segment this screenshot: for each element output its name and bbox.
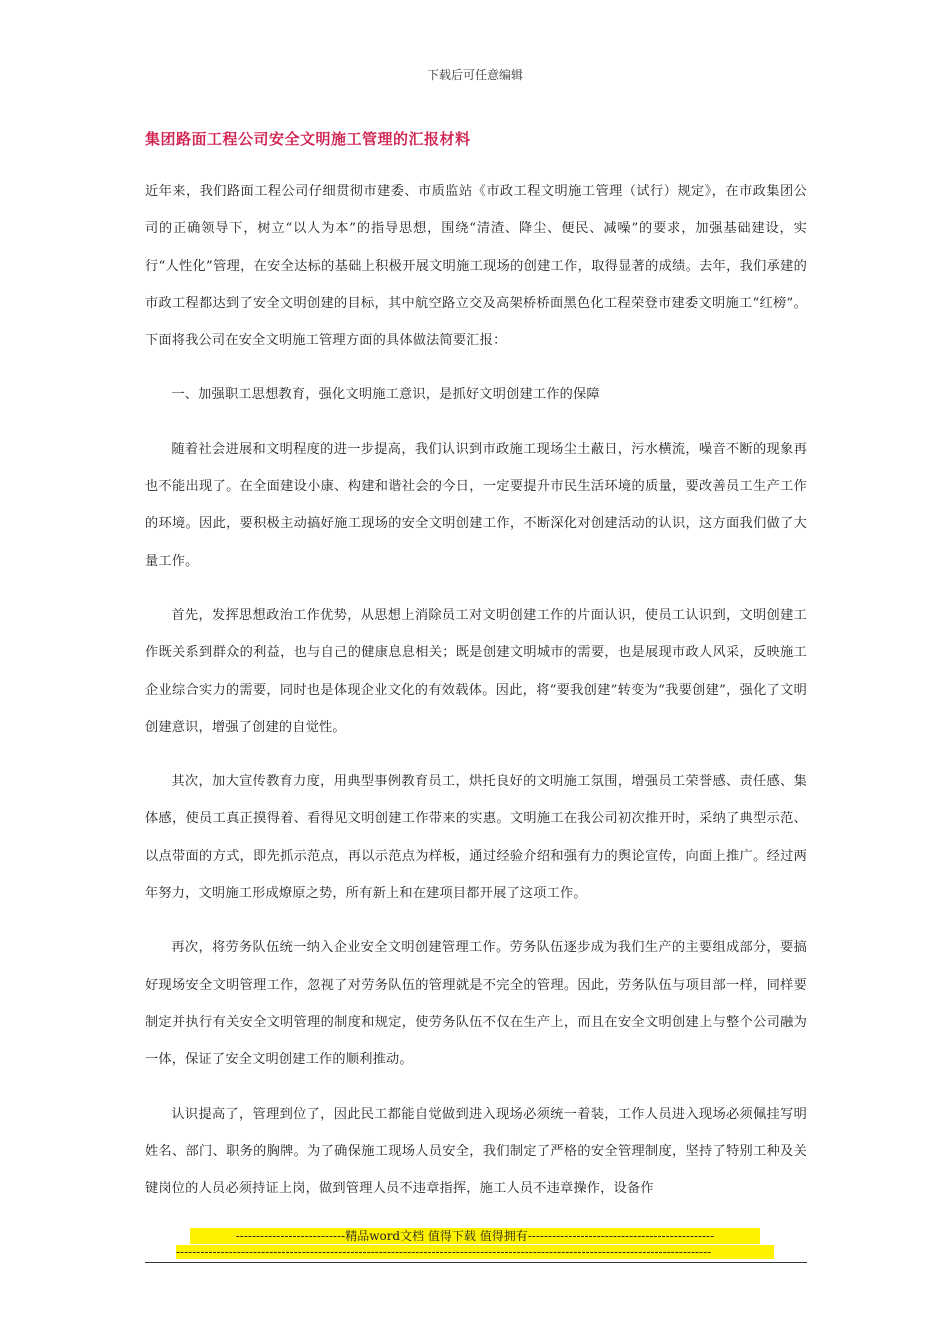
paragraph-intro: 近年来，我们路面工程公司仔细贯彻市建委、市质监站《市政工程文明施工管理（试行）规定》，在市政集团公司的正确领导下，树立“以人为本”的指导思想，围绕“清渣、降尘、便民、减噪”的要求，加强基础建设，实行“人性化”管理，在安全达标的基础上积极开展文明施工现场的创建工作，取得显著的成绩。去年，我们承建的市政工程都达到了安全文明创建的目标，其中航空路立交及高架桥桥面黑色化工程荣登市建委文明施工“红榜”。下面将我公司在安全文明施工管理方面的具体做法简要汇报： (145, 184, 807, 349)
footer-line-1: ---------------------------精品word文档 值得下载 值得拥有---------------------------------------------- (190, 1228, 760, 1244)
paragraph-3: 首先，发挥思想政治工作优势，从思想上消除员工对文明创建工作的片面认识，使员工认识到，文明创建工作既关系到群众的利益，也与自己的健康息息相关；既是创建文明城市的需要，也是展现市政人风采，反映施工企业综合实力的需要，同时也是体现企业文化的有效载体。因此，将“要我创建”转变为“我要创建”，强化了文明创建意识，增强了创建的自觉性。 (145, 607, 807, 735)
footer-divider (145, 1262, 807, 1263)
footer-line-2: ------------------------------------------------------------------------------------------------------------------------------------ (176, 1245, 774, 1259)
section-heading-1: 一、加强职工思想教育，强化文明施工意识，是抓好文明创建工作的保障 (171, 387, 600, 403)
header-note: 下载后可任意编辑 (426, 68, 523, 82)
document-body (145, 173, 807, 1224)
paragraph-4: 其次，加大宣传教育力度，用典型事例教育员工，烘托良好的文明施工氛围，增强员工荣誉感、责任感、集体感，使员工真正摸得着、看得见文明创建工作带来的实惠。文明施工在我公司初次推开时，采纳了典型示范、以点带面的方式，即先抓示范点，再以示范点为样板，通过经验介绍和强有力的舆论宣传，向面上推广。经过两年努力，文明施工形成燎原之势，所有新上和在建项目都开展了这项工作。 (145, 774, 807, 902)
document-title: 集团路面工程公司安全文明施工管理的汇报材料 (145, 130, 471, 148)
paragraph-6: 认识提高了，管理到位了，因此民工都能自觉做到进入现场必须统一着装，工作人员进入现场必须佩挂写明姓名、部门、职务的胸牌。为了确保施工现场人员安全，我们制定了严格的安全管理制度，坚持了特别工种及关键岗位的人员必须持证上岗，做到管理人员不违章指挥，施工人员不违章操作，设备作 (145, 1106, 807, 1197)
paragraph-2: 随着社会进展和文明程度的进一步提高，我们认识到市政施工现场尘土蔽日，污水横流，噪音不断的现象再也不能出现了。在全面建设小康、构建和谐社会的今日，一定要提升市民生活环境的质量，要改善员工生产工作的环境。因此，要积极主动搞好施工现场的安全文明创建工作，不断深化对创建活动的认识，这方面我们做了大量工作。 (145, 441, 807, 569)
paragraph-5: 再次，将劳务队伍统一纳入企业安全文明创建管理工作。劳务队伍逐步成为我们生产的主要组成部分，要搞好现场安全文明管理工作，忽视了对劳务队伍的管理就是不完全的管理。因此，劳务队伍与项目部一样，同样要制定并执行有关安全文明管理的制度和规定，使劳务队伍不仅在生产上，而且在安全文明创建上与整个公司融为一体，保证了安全文明创建工作的顺利推动。 (145, 940, 807, 1068)
